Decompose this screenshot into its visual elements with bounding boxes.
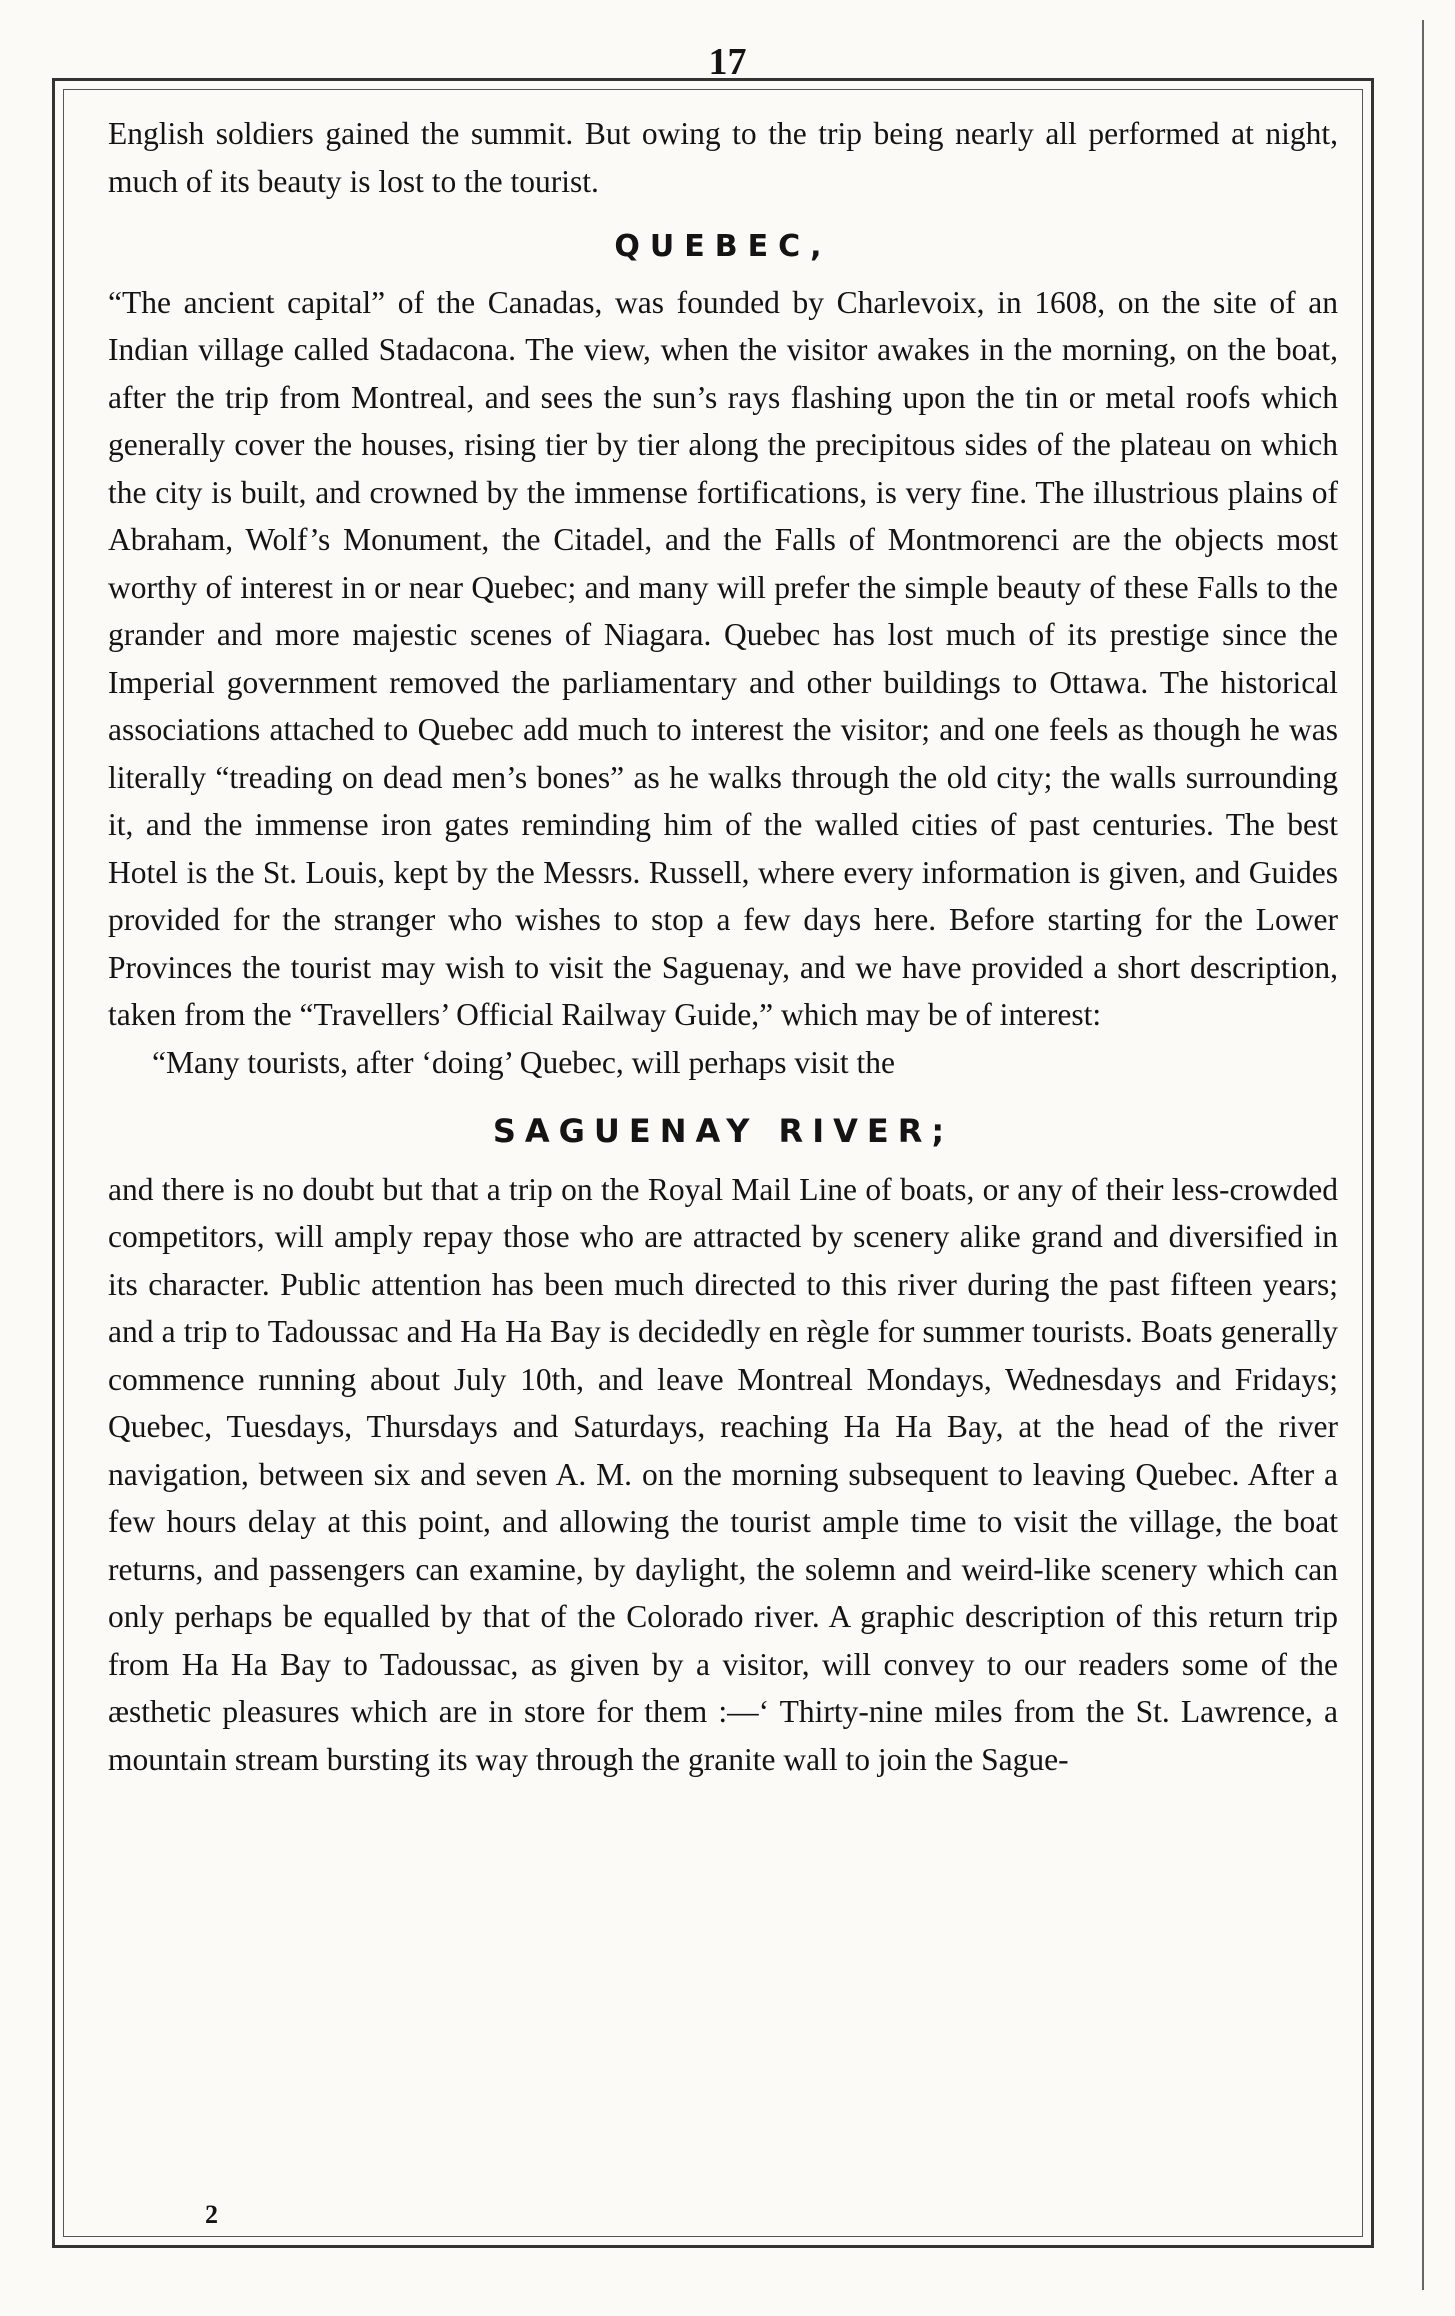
signature-mark: 2 — [205, 2200, 218, 2229]
paragraph-quote-intro: “Many tourists, after ‘doing’ Quebec, will perhaps visit the — [152, 1044, 895, 1080]
text-column — [108, 110, 1338, 1783]
heading-saguenay-river: SAGUENAY RIVER; — [492, 1112, 954, 1150]
page-number: 17 — [708, 41, 747, 83]
page-edge-rule — [1422, 20, 1424, 2290]
paragraph-continuation: English soldiers gained the summit. But owing to the trip being nearly all performed at night, much of its beauty is lost to the tourist. — [108, 116, 1338, 199]
paragraph-quebec: “The ancient capital” of the Canadas, was founded by Charlevoix, in 1608, on the site of an Indian village called Stadacona. The view, when the visitor awakes in the morning, on the boat, after the trip from Montreal, and sees the sun’s rays flashing upon the tin or metal roofs which generally cover the houses, rising tier by tier along the precipitous sides of the plateau on which the city is built, and crowned by the immense fortifications, is very fine. The illustrious plains of Abraham, Wolf’s Monument, the Citadel, and the Falls of Montmorenci are the objects most worthy of interest in or near Quebec; and many will prefer the simple beauty of these Falls to the grander and more majestic scenes of Niagara. Quebec has lost much of its prestige since the Imperial government removed the parliamentary and other buildings to Ottawa. The historical associations attached to Quebec add much to interest the visitor; and one feels as though he was literally “treading on dead men’s bones” as he walks through the old city; the walls surrounding it, and the immense iron gates reminding him of the walled cities of past centuries. The best Hotel is the St. Louis, kept by the Messrs. Russell, where every information is given, and Guides provided for the stranger who wishes to stop a few days here. Before starting for the Lower Provinces the tourist may wish to visit the Saguenay, and we have provided a short description, taken from the “Travellers’ Official Railway Guide,” which may be of interest: — [108, 284, 1338, 1032]
heading-quebec: QUEBEC, — [614, 229, 832, 264]
paragraph-saguenay: and there is no doubt but that a trip on the Royal Mail Line of boats, or any of their less-crowded competitors, will amply repay those who are attracted by scenery alike grand and diversified in its character. Public attention has been much directed to this river during the past fifteen years; and a trip to Tadoussac and Ha Ha Bay is decidedly en règle for summer tourists. Boats generally commence running about July 10th, and leave Montreal Mondays, Wednesdays and Fridays; Quebec, Tuesdays, Thursdays and Saturdays, reaching Ha Ha Bay, at the head of the river navigation, between six and seven A. M. on the morning subsequent to leaving Quebec. After a few hours delay at this point, and allowing the tourist ample time to visit the village, the boat returns, and passengers can examine, by daylight, the solemn and weird-like scenery which can only perhaps be equalled by that of the Colorado river. A graphic description of this return trip from Ha Ha Bay to Tadoussac, as given by a visitor, will convey to our readers some of the æsthetic pleasures which are in store for them :—‘ Thirty-nine miles from the St. Lawrence, a mountain stream bursting its way through the granite wall to join the Sague- — [108, 1171, 1338, 1777]
